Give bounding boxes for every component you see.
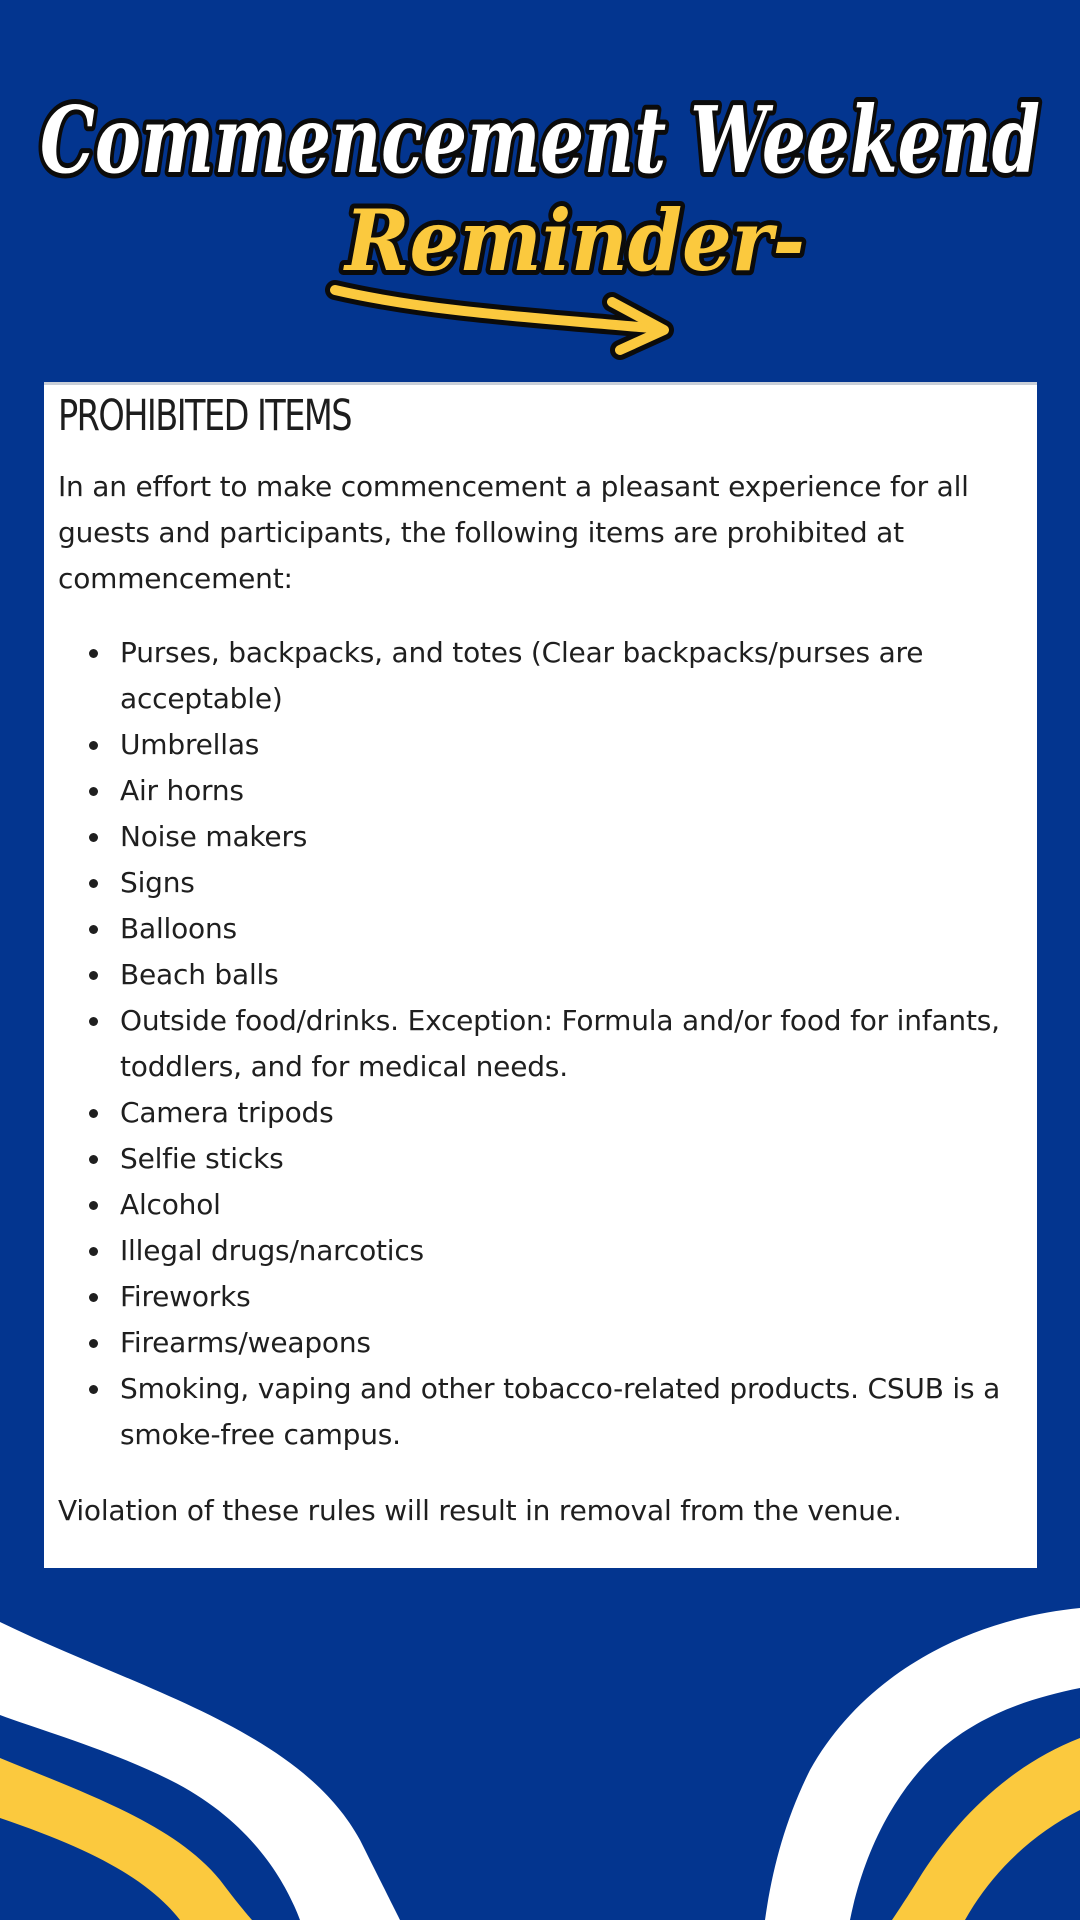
- list-item: Selfie sticks: [120, 1136, 1023, 1182]
- violation-notice: Violation of these rules will result in removal from the venue.: [58, 1494, 902, 1527]
- header-title: Commencement Weekend: [40, 86, 1040, 194]
- list-item: Noise makers: [120, 814, 1023, 860]
- list-item: Fireworks: [120, 1274, 1023, 1320]
- list-item: Camera tripods: [120, 1090, 1023, 1136]
- card-heading: PROHIBITED ITEMS: [58, 391, 351, 441]
- list-item: Firearms/weapons: [120, 1320, 1023, 1366]
- prohibited-items-list: [58, 630, 1023, 1458]
- decorative-waves: [0, 1590, 1080, 1920]
- list-item: Alcohol: [120, 1182, 1023, 1228]
- list-item: Air horns: [120, 768, 1023, 814]
- list-item: Umbrellas: [120, 722, 1023, 768]
- header-subtitle: Reminder-: [343, 191, 805, 290]
- intro-paragraph: In an effort to make commencement a pleasant experience for all guests and participants, the following items are prohibited at commencement:: [58, 470, 969, 595]
- waves-graphic: [0, 1590, 1080, 1920]
- list-item: Purses, backpacks, and totes (Clear backpacks/purses are acceptable): [120, 630, 1023, 722]
- list-item: Beach balls: [120, 952, 1023, 998]
- list-item: Outside food/drinks. Exception: Formula and/or food for infants, toddlers, and for medical needs.: [120, 998, 1023, 1090]
- list-item: Illegal drugs/narcotics: [120, 1228, 1023, 1274]
- header-banner: [0, 0, 1080, 370]
- prohibited-items-card: [44, 382, 1037, 1568]
- list-item: Signs: [120, 860, 1023, 906]
- list-item: Balloons: [120, 906, 1023, 952]
- list-item: Smoking, vaping and other tobacco-related products. CSUB is a smoke-free campus.: [120, 1366, 1023, 1458]
- header-graphic: [0, 0, 1080, 370]
- arrow-right-icon: [335, 290, 664, 350]
